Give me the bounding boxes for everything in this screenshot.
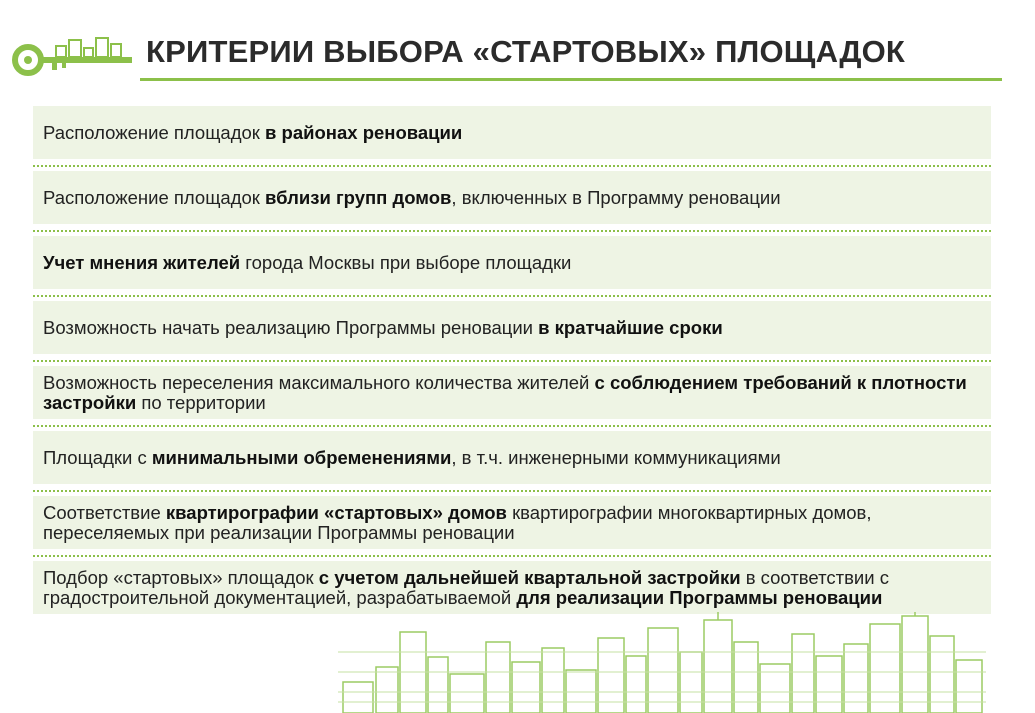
criteria-row	[33, 561, 991, 614]
criteria-text	[43, 373, 981, 413]
criteria-text	[43, 448, 781, 468]
page-title: КРИТЕРИИ ВЫБОРА «СТАРТОВЫХ» ПЛОЩАДОК	[146, 34, 906, 69]
criteria-text-run: Расположение площадок	[43, 121, 266, 143]
header	[12, 28, 992, 84]
criteria-row	[33, 171, 991, 224]
criteria-text-run: Подбор «стартовых» площадок	[43, 566, 319, 588]
dotted-divider	[33, 484, 991, 496]
criteria-emphasis: для реализации Программы реновации	[516, 586, 883, 608]
criteria-text	[43, 188, 781, 208]
dotted-divider	[33, 159, 991, 171]
criteria-row	[33, 496, 991, 549]
criteria-text	[43, 318, 723, 338]
criteria-emphasis: Учет мнения жителей	[43, 251, 241, 273]
dotted-divider	[33, 289, 991, 301]
criteria-list	[33, 106, 991, 614]
criteria-row	[33, 431, 991, 484]
dotted-divider	[33, 419, 991, 431]
criteria-text-run: Соответствие	[43, 501, 166, 523]
criteria-text	[43, 123, 462, 143]
criteria-emphasis: вблизи групп домов	[265, 186, 452, 208]
criteria-text-run: в соответствии с градостроительной документацией, разрабатываемой	[43, 566, 889, 608]
dotted-divider	[33, 224, 991, 236]
criteria-text-run: Расположение площадок	[43, 186, 266, 208]
criteria-text-run: города Москвы при выборе площадки	[240, 251, 572, 273]
dotted-divider	[33, 354, 991, 366]
criteria-text	[43, 568, 981, 608]
criteria-text	[43, 253, 571, 273]
criteria-row	[33, 301, 991, 354]
title-underline	[140, 78, 1002, 81]
criteria-text-run: по территории	[136, 391, 266, 413]
criteria-emphasis: с учетом дальнейшей квартальной застройки	[318, 566, 741, 588]
criteria-row	[33, 236, 991, 289]
criteria-emphasis: в кратчайшие сроки	[538, 316, 723, 338]
criteria-text-run: , в т.ч. инженерными коммуникациями	[451, 446, 781, 468]
criteria-text-run: , включенных в Программу реновации	[451, 186, 781, 208]
criteria-row	[33, 366, 991, 419]
criteria-text-run: Возможность переселения максимального количества жителей	[43, 371, 595, 393]
criteria-emphasis: квартирографии «стартовых» домов	[165, 501, 507, 523]
criteria-text-run: Возможность начать реализацию Программы реновации	[43, 316, 539, 338]
city-skyline-icon	[338, 612, 986, 713]
criteria-text-run: Площадки с	[43, 446, 152, 468]
criteria-emphasis: с соблюдением требований к плотности застройки	[43, 371, 967, 413]
key-city-logo-icon	[12, 36, 134, 78]
criteria-text	[43, 503, 981, 543]
criteria-emphasis: в районах реновации	[265, 121, 463, 143]
criteria-emphasis: минимальными обременениями	[151, 446, 452, 468]
criteria-row	[33, 106, 991, 159]
criteria-text-run: квартирографии многоквартирных домов, переселяемых при реализации Программы реновации	[43, 501, 872, 543]
dotted-divider	[33, 549, 991, 561]
